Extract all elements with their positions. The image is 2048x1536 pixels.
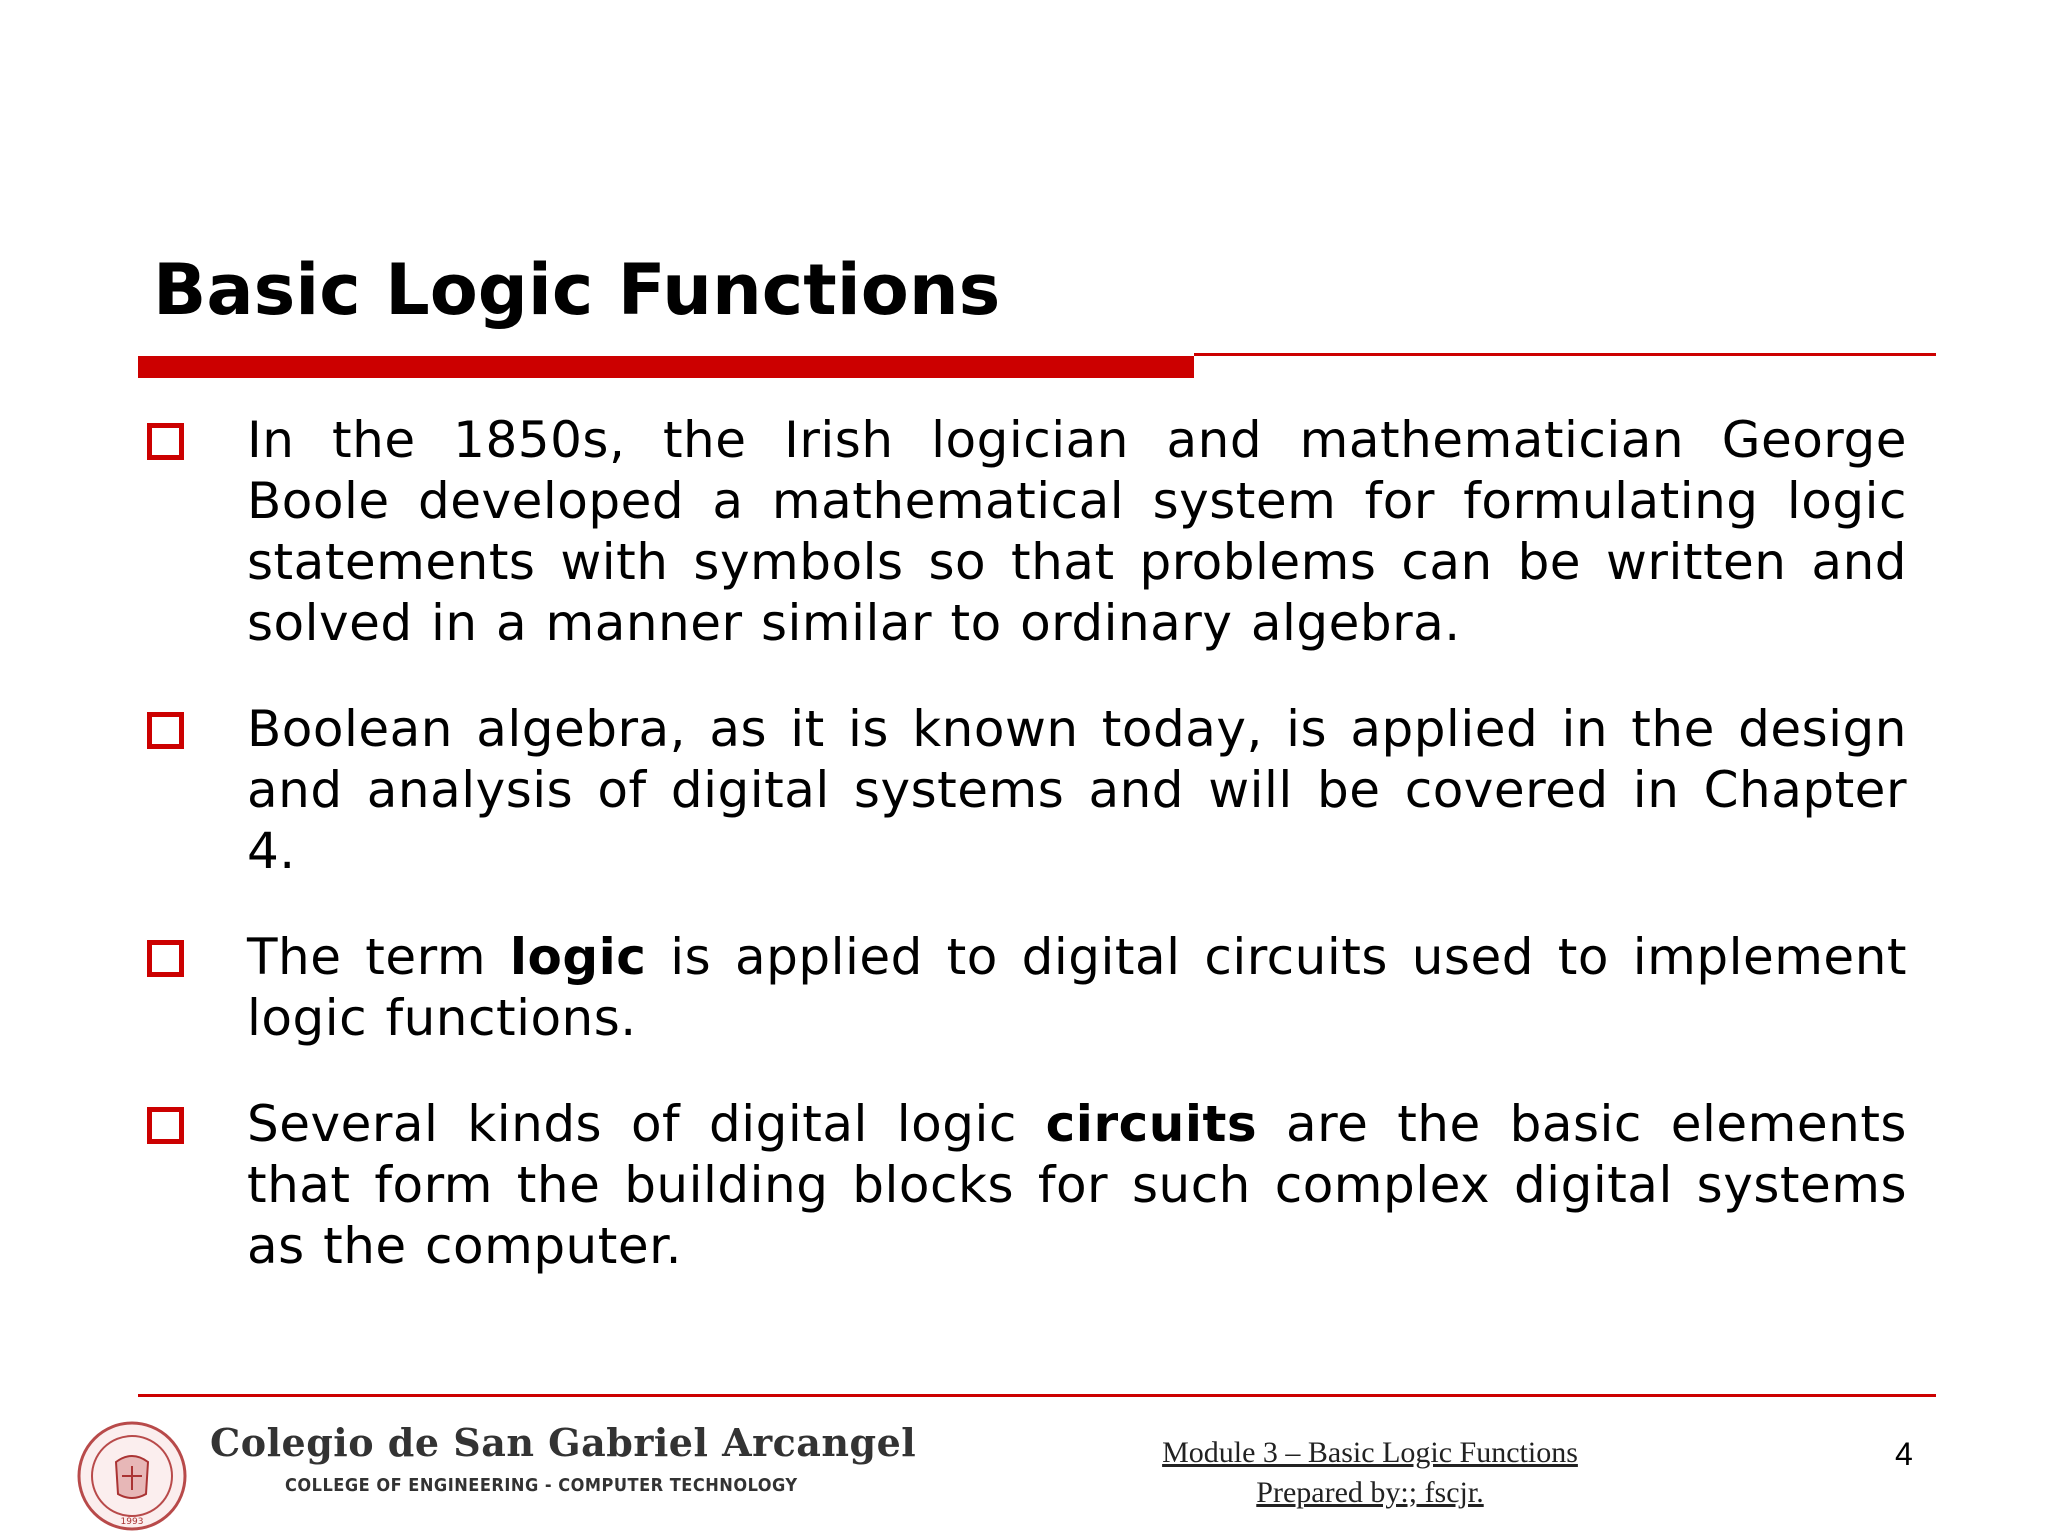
hollow-square-bullet-icon bbox=[147, 712, 184, 749]
hollow-square-bullet-icon bbox=[147, 423, 184, 460]
hollow-square-bullet-icon bbox=[147, 1107, 184, 1144]
title-underline-thin bbox=[1194, 353, 1936, 356]
college-name-logo: Colegio de San Gabriel Arcangel bbox=[210, 1420, 917, 1465]
bullet-text: In the 1850s, the Irish logician and mathematician George Boole developed a mathematical system for formulating logic statements with symbols so that problems can be written and solved in a manner similar to ordinary algebra. bbox=[247, 411, 1907, 652]
bullet-text-bold: circuits bbox=[1045, 1095, 1258, 1153]
bullet-item-4 bbox=[145, 1094, 1907, 1277]
college-department: COLLEGE OF ENGINEERING - COMPUTER TECHNOLOGY bbox=[285, 1475, 798, 1496]
hollow-square-bullet-icon bbox=[147, 940, 184, 977]
footer-divider bbox=[138, 1394, 1936, 1397]
bullet-text-bold: logic bbox=[509, 928, 647, 986]
bullet-item-3 bbox=[145, 927, 1907, 1049]
slide-title: Basic Logic Functions bbox=[153, 249, 1001, 331]
seal-year: 1993 bbox=[120, 1517, 144, 1527]
page-number: 4 bbox=[1895, 1436, 1913, 1472]
bullet-list bbox=[145, 410, 1907, 1277]
footer-module-title: Module 3 – Basic Logic Functions bbox=[1162, 1436, 1578, 1469]
college-seal-icon bbox=[76, 1420, 188, 1532]
bullet-text: Boolean algebra, as it is known today, is applied in the design and analysis of digital systems and will be covered in Chapter 4. bbox=[247, 700, 1907, 880]
bullet-item-2 bbox=[145, 699, 1907, 882]
bullet-text-post: are the basic elements that form the building blocks for such complex digital systems as the computer. bbox=[247, 1095, 1907, 1275]
title-underline-thick bbox=[138, 356, 1194, 378]
bullet-text-pre: The term bbox=[247, 928, 510, 986]
footer-prepared-by: Prepared by:; fscjr. bbox=[1256, 1476, 1484, 1509]
bullet-item-1 bbox=[145, 410, 1907, 654]
bullet-text-pre: Several kinds of digital logic bbox=[247, 1095, 1046, 1153]
bullet-text-post: is applied to digital circuits used to implement logic functions. bbox=[247, 928, 1907, 1047]
